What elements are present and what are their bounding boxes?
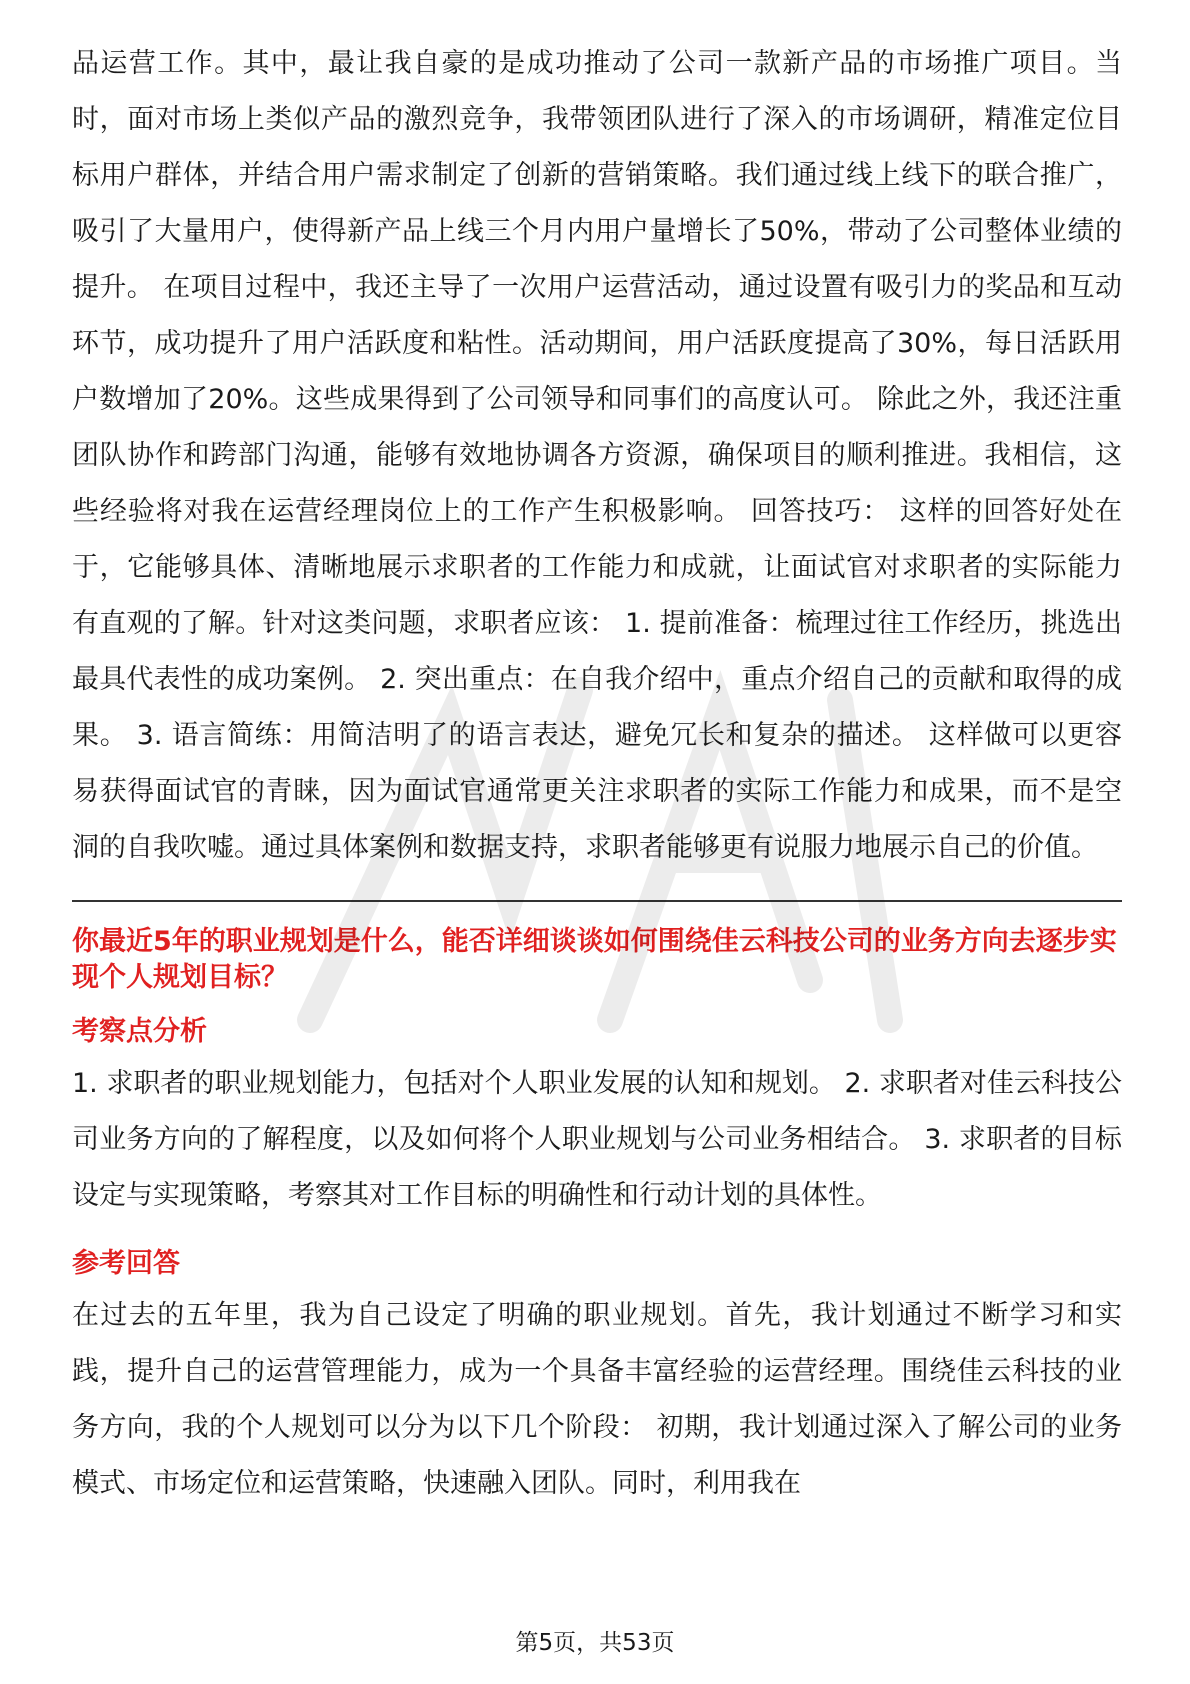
- previous-answer-continuation: 品运营工作。其中，最让我自豪的是成功推动了公司一款新产品的市场推广项目。当时，面对市场上类似产品的激烈竞争，我带领团队进行了深入的市场调研，精准定位目标用户群体，并结合用户需求制定了创新的营销策略。我们通过线上线下的联合推广，吸引了大量用户，使得新产品上线三个月内用户量增长了50%，带动了公司整体业绩的提升。 在项目过程中，我还主导了一次用户运营活动，通过设置有吸引力的奖品和互动环节，成功提升了用户活跃度和粘性。活动期间，用户活跃度提高了30%，每日活跃用户数增加了20%。这些成果得到了公司领导和同事们的高度认可。 除此之外，我还注重团队协作和跨部门沟通，能够有效地协调各方资源，确保项目的顺利推进。我相信，这些经验将对我在运营经理岗位上的工作产生积极影响。 回答技巧： 这样的回答好处在于，它能够具体、清晰地展示求职者的工作能力和成就，让面试官对求职者的实际能力有直观的了解。针对这类问题，求职者应该： 1. 提前准备：梳理过往工作经历，挑选出最具代表性的成功案例。 2. 突出重点：在自我介绍中，重点介绍自己的贡献和取得的成果。 3. 语言简练：用简洁明了的语言表达，避免冗长和复杂的描述。 这样做可以更容易获得面试官的青睐，因为面试官通常更关注求职者的实际工作能力和成果，而不是空洞的自我吹嘘。通过具体案例和数据支持，求职者能够更有说服力地展示自己的价值。: [72, 48, 1122, 863]
- page-number-footer: 第5页，共53页: [515, 1630, 675, 1656]
- analysis-heading: 考察点分析: [72, 1016, 207, 1047]
- reference-answer-heading: 参考回答: [72, 1248, 180, 1279]
- analysis-text: 1. 求职者的职业规划能力，包括对个人职业发展的认知和规划。 2. 求职者对佳云科技公司业务方向的了解程度，以及如何将个人职业规划与公司业务相结合。 3. 求职者的目标设定与实现策略，考察其对工作目标的明确性和行动计划的具体性。: [72, 1068, 1122, 1211]
- document-page: [72, 36, 1122, 1512]
- reference-answer-text: 在过去的五年里，我为自己设定了明确的职业规划。首先，我计划通过不断学习和实践，提升自己的运营管理能力，成为一个具备丰富经验的运营经理。围绕佳云科技的业务方向，我的个人规划可以分为以下几个阶段： 初期，我计划通过深入了解公司的业务模式、市场定位和运营策略，快速融入团队。同时，利用我在: [72, 1300, 1122, 1499]
- interview-question: 你最近5年的职业规划是什么，能否详细谈谈如何围绕佳云科技公司的业务方向去逐步实现个人规划目标？: [72, 926, 1117, 993]
- section-divider: [72, 900, 1122, 902]
